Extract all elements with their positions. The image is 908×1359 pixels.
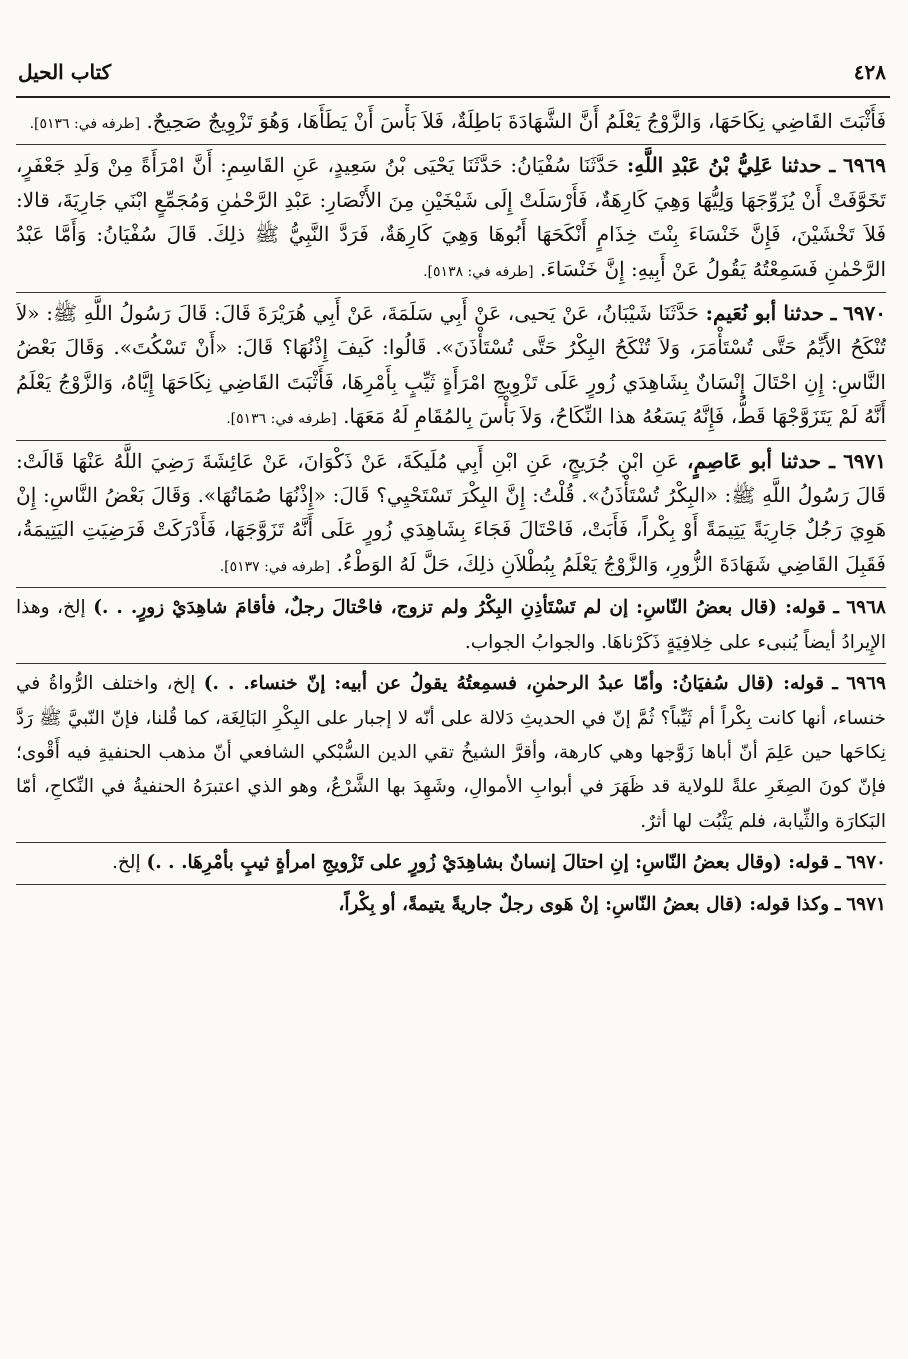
page-number: ٤٢٨	[853, 60, 886, 84]
divider	[16, 842, 886, 843]
divider	[16, 587, 886, 588]
commentary-number: ٦٩٧٠	[846, 852, 886, 874]
hadith-text: حَدَّثَنَا سُفْيَانُ: حَدَّثَنَا يَحْيَى بْنُ سَعِيدٍ، عَنِ القَاسِمِ: أَنَّ امْرَأَةً مِنْ وَلَدِ جَعْفَرٍ، تَخَوَّفَتْ أَنْ يُزَوِّجَهَا وَلِيُّهَا وَهِيَ كَارِهَةٌ، فَأَرْسَلَتْ إِلَى شَيْخَيْنِ مِنَ الأَنْصَارِ: عَبْدِ الرَّحْمٰنِ وَمُجَمِّعٍ ابْنَي جَارِيَةَ، قالا: فَلاَ تَخْشَيْنَ، فَإِنَّ خَنْسَاءَ بِنْتَ خِذَامٍ أَنْكَحَهَا أَبُوهَا وَهِيَ كَارِهَةٌ، فَرَدَّ النَّبِيُّ ﷺ ذلِكَ. قَالَ سُفْيَانُ: وَأَمَّا عَبْدُ الرَّحْمٰنِ فَسَمِعْتُهُ يَقُولُ عَنْ أَبِيهِ: إِنَّ خَنْسَاءَ.	[16, 153, 886, 281]
hadith-text: عَنِ ابْنِ جُرَيجٍ، عَنِ ابْنِ أَبِي مُلَيكَةَ، عَنْ ذَكْوَانَ، عَنْ عَائِشَةَ رَضِيَ اللَّهُ عَنْهَا قَالَتْ: قَالَ رَسُولُ اللَّهِ ﷺ: «البِكْرُ تُسْتَأْذَنُ». قُلْتُ: إِنَّ البِكْرَ تَسْتَحْيِي؟ قَالَ: «إِذْنُهَا صُمَاتُهَا». وَقَالَ بَعْضُ النَّاسِ: إِنْ هَوِيَ رَجُلٌ جَارِيَةً يَتِيمَةً أَوْ بِكْراً، فَأَبَتْ، فَاحْتَالَ فَجَاءَ بِشَاهِدَي زُورٍ عَلَى أَنَّهُ تَزَوَّجَهَا، فَأَدْرَكَتْ فَرَضِيَتِ اليَتِيمَةُ، فَقَبِلَ القَاضِي شَهَادَةَ الزُّورِ، وَالزَّوْجُ يَعْلَمُ بِبُطْلاَنِ ذلِكَ، حَلَّ لَهُ الوَطْءُ.	[16, 448, 886, 576]
hadith-continuation	[16, 104, 886, 141]
commentary-quote: قوله: (قال سُفيَانُ: وأمّا عبدُ الرحمٰنِ، فسمِعتُهُ يقولُ عن أبيه: إنّ خنساء. . .)	[203, 673, 824, 695]
hadith-narrator: حدثنا عَلِيُّ بْنُ عَبْدِ اللَّهِ:	[626, 153, 822, 178]
cross-reference: [طرفه في: ٥١٣٧].	[219, 558, 331, 575]
commentary-text: إلخ.	[112, 852, 141, 874]
hadith-narrator: حدثنا أبو عَاصِمٍ،	[687, 448, 822, 473]
commentary-6970	[16, 846, 886, 880]
hadith-text: حَدَّثَنَا شَيْبَانُ، عَنْ يَحيى، عَنْ أَبِي سَلَمَةَ، عَنْ أَبِي هُرَيْرَةَ قَالَ: قَالَ رَسُولُ اللَّهِ ﷺ: «لاَ تُنْكَحُ الأَيِّمُ حَتَّى تُسْتَأْمَرَ، وَلاَ تُنْكَحُ البِكْرُ حَتَّى تُسْتَأْذَنَ». قَالُوا: كَيفَ إِذْنُهَا؟ قَالَ: «أَنْ تَسْكُتَ». وَقَالَ بَعْضُ النَّاسِ: إِنِ احْتَالَ إِنْسَانٌ بِشَاهِدَي زُورٍ عَلَى تَزْوِيجِ امْرَأَةٍ ثَيِّبٍ بِأَمْرِهَا، فَأَثْبَتَ القَاضِي نِكَاحَهَا إِيَّاهُ، وَالزَّوْجُ يَعْلَمُ أَنَّهُ لَمْ يَتَزَوَّجْهَا قَطُّ، فَإِنَّهُ يَسَعُهُ هذا النِّكَاحُ، وَلاَ بَأْسَ بِالمُقَامِ لَهُ مَعَهَا.	[16, 301, 886, 429]
commentary-number: ٦٩٧١	[846, 893, 886, 915]
divider	[16, 292, 886, 293]
page-header	[0, 58, 908, 98]
page-body	[16, 104, 886, 1359]
hadith-6969	[16, 148, 886, 289]
commentary-quote: قوله: (وقال بعضُ النّاسِ: إنِ احتالَ إنسانٌ بشاهِدَيْ زُورٍ على تَزْويجِ امرأةٍ ثيبٍ بأمْرِهَا. . .)	[146, 852, 830, 874]
hadith-narrator: حدثنا أبو نُعَيم:	[705, 301, 824, 326]
commentary-quote: وكذا قوله: (قال بعضُ النّاسِ: إنْ هَوى رجلٌ جاريةً يتيمةً، أو بِكْراً،	[338, 893, 830, 915]
dash: ـ	[834, 852, 841, 874]
commentary-6969	[16, 667, 886, 839]
cross-reference: [طرفه في: ٥١٣٦].	[226, 411, 337, 428]
hadith-number: ٦٩٦٩	[843, 153, 886, 178]
commentary-text: إلخ، واختلف الرُّواةُ في خنساء، أنها كانت بِكْراً أم ثَيِّباً؟ ثُمَّ إنّ في الحديثِ دَلالة على أنّه لا إجبار على البِكْرِ البَالِغَة، كما قُلنا، فإنّ النّبيَّ ﷺ رَدَّ نِكاحَها حين عَلِمَ أنّ أباها زَوَّجها وهي كارهة، وأقرَّ الشيخُ تقي الدين السُّبْكي الشافعي أنّ مذهب الحنفيةِ فيه أَقْوى؛ فإنّ كونَ الصِغَرِ علةً للولاية قد ظَهَرَ في أبوابِ الأموالِ، وشَهِدَ بها الشَّرْعُ، وهو الذي اعتبرَهُ الحنفيةُ في النِّكاحِ، أمّا البَكارَة والثِّيابة، فلم يَثْبُت لها أثرٌ.	[16, 673, 886, 832]
commentary-number: ٦٩٦٩	[846, 673, 886, 695]
commentary-6971	[16, 888, 886, 922]
dash: ـ	[830, 301, 837, 326]
hadith-6971	[16, 444, 886, 585]
divider	[16, 663, 886, 664]
dash: ـ	[833, 597, 839, 619]
divider	[16, 884, 886, 885]
cross-reference: [طرفه في: ٥١٣٨].	[423, 263, 534, 280]
commentary-text: إلخ، وهذا الإِيرادُ أيضاً يُنبىء على خِلافِيَةٍ ذَكَرْناهَا. والجوابُ الجواب.	[16, 597, 886, 653]
commentary-quote: قوله: (قال بعضُ النّاسِ: إن لم تَسْتَأذِنِ البِكْرُ ولم تزوج، فاحْتالَ رجلٌ، فأقامَ شاهِدَيْ زورٍ. . .)	[93, 597, 826, 619]
dash: ـ	[829, 153, 836, 178]
hadith-6970	[16, 296, 886, 437]
header-rule	[16, 96, 890, 98]
hadith-number: ٦٩٧١	[843, 448, 886, 473]
divider	[16, 440, 886, 441]
dash: ـ	[829, 448, 836, 473]
book-title: كتاب الحيل	[18, 60, 112, 84]
dash: ـ	[834, 893, 841, 915]
hadith-number: ٦٩٧٠	[843, 301, 886, 326]
hadith-text: فَأَثْبَتَ القَاضِي نِكَاحَهَا، وَالزَّوْجُ يَعْلَمُ أَنَّ الشَّهَادَةَ بَاطِلَةٌ، فَلاَ بَأْسَ أَنْ يَطَأَهَا، وَهُوَ تَزْوِيجٌ صَحِيحٌ.	[146, 109, 886, 133]
divider	[16, 144, 886, 145]
commentary-number: ٦٩٦٨	[846, 597, 886, 619]
cross-reference: [طرفه في: ٥١٣٦].	[29, 116, 141, 132]
dash: ـ	[832, 673, 838, 695]
commentary-6968	[16, 591, 886, 660]
